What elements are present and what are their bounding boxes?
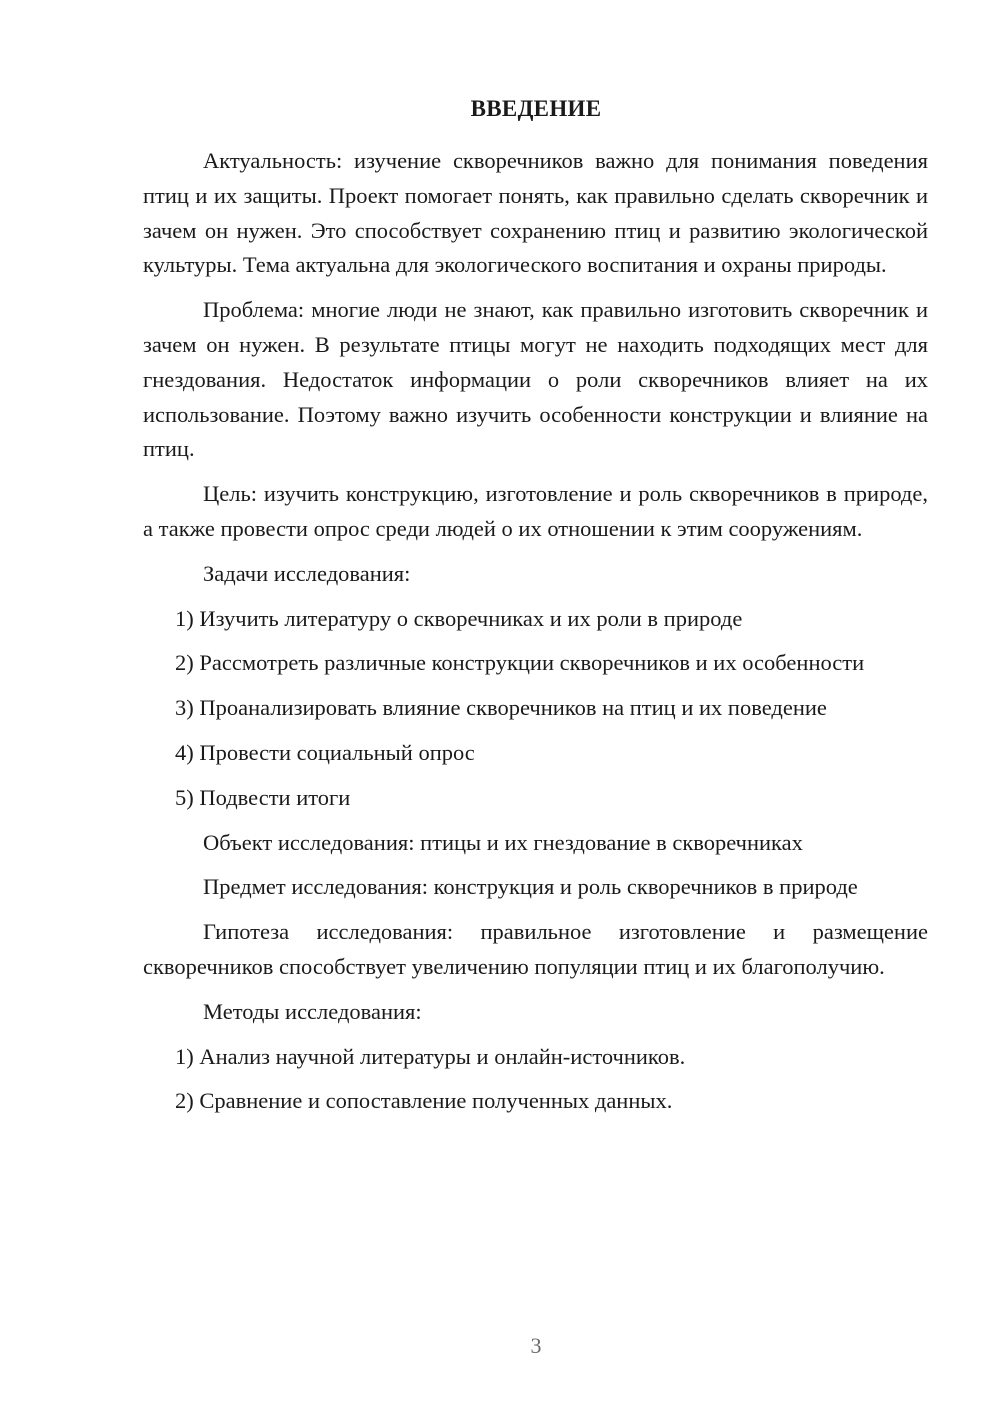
page-title: ВВЕДЕНИЕ <box>470 96 602 121</box>
hypothesis-paragraph: Гипотеза исследования: правильное изготовление и размещение скворечников способствует увеличению популяции птиц и их благополучию. <box>143 919 928 979</box>
document-body <box>143 144 928 1119</box>
task-item-5: 5) Подвести итоги <box>175 784 351 810</box>
object-paragraph: Объект исследования: птицы и их гнездование в скворечниках <box>203 829 803 855</box>
task-item-4: 4) Провести социальный опрос <box>175 739 475 765</box>
method-item-1: 1) Анализ научной литературы и онлайн-источников. <box>175 1043 686 1069</box>
task-item-2: 2) Рассмотреть различные конструкции скворечников и их особенности <box>175 650 865 676</box>
task-item-1: 1) Изучить литературу о скворечниках и их роли в природе <box>175 605 743 631</box>
task-item-3: 3) Проанализировать влияние скворечников на птиц и их поведение <box>175 695 827 721</box>
goal-paragraph: Цель: изучить конструкцию, изготовление и роль скворечников в природе, а также провести опрос среди людей о их отношении к этим сооружениям. <box>143 481 928 541</box>
page-number: 3 <box>530 1333 542 1358</box>
relevance-paragraph: Актуальность: изучение скворечников важно для понимания поведения птиц и их защиты. Проект помогает понять, как правильно сделать скворечник и зачем он нужен. Это способствует сохранению птиц и развитию экологической культуры. Тема актуальна для экологического воспитания и охраны природы. <box>143 148 928 278</box>
problem-paragraph: Проблема: многие люди не знают, как правильно изготовить скворечник и зачем он нужен. В результате птицы могут не находить подходящих мест для гнездования. Недостаток информации о роли скворечников влияет на их использование. Поэтому важно изучить особенности конструкции и влияние на птиц. <box>143 297 928 462</box>
methods-heading: Методы исследования: <box>203 998 422 1024</box>
method-item-2: 2) Сравнение и сопоставление полученных данных. <box>175 1088 673 1114</box>
subject-paragraph: Предмет исследования: конструкция и роль скворечников в природе <box>203 874 858 900</box>
tasks-heading: Задачи исследования: <box>203 560 411 586</box>
